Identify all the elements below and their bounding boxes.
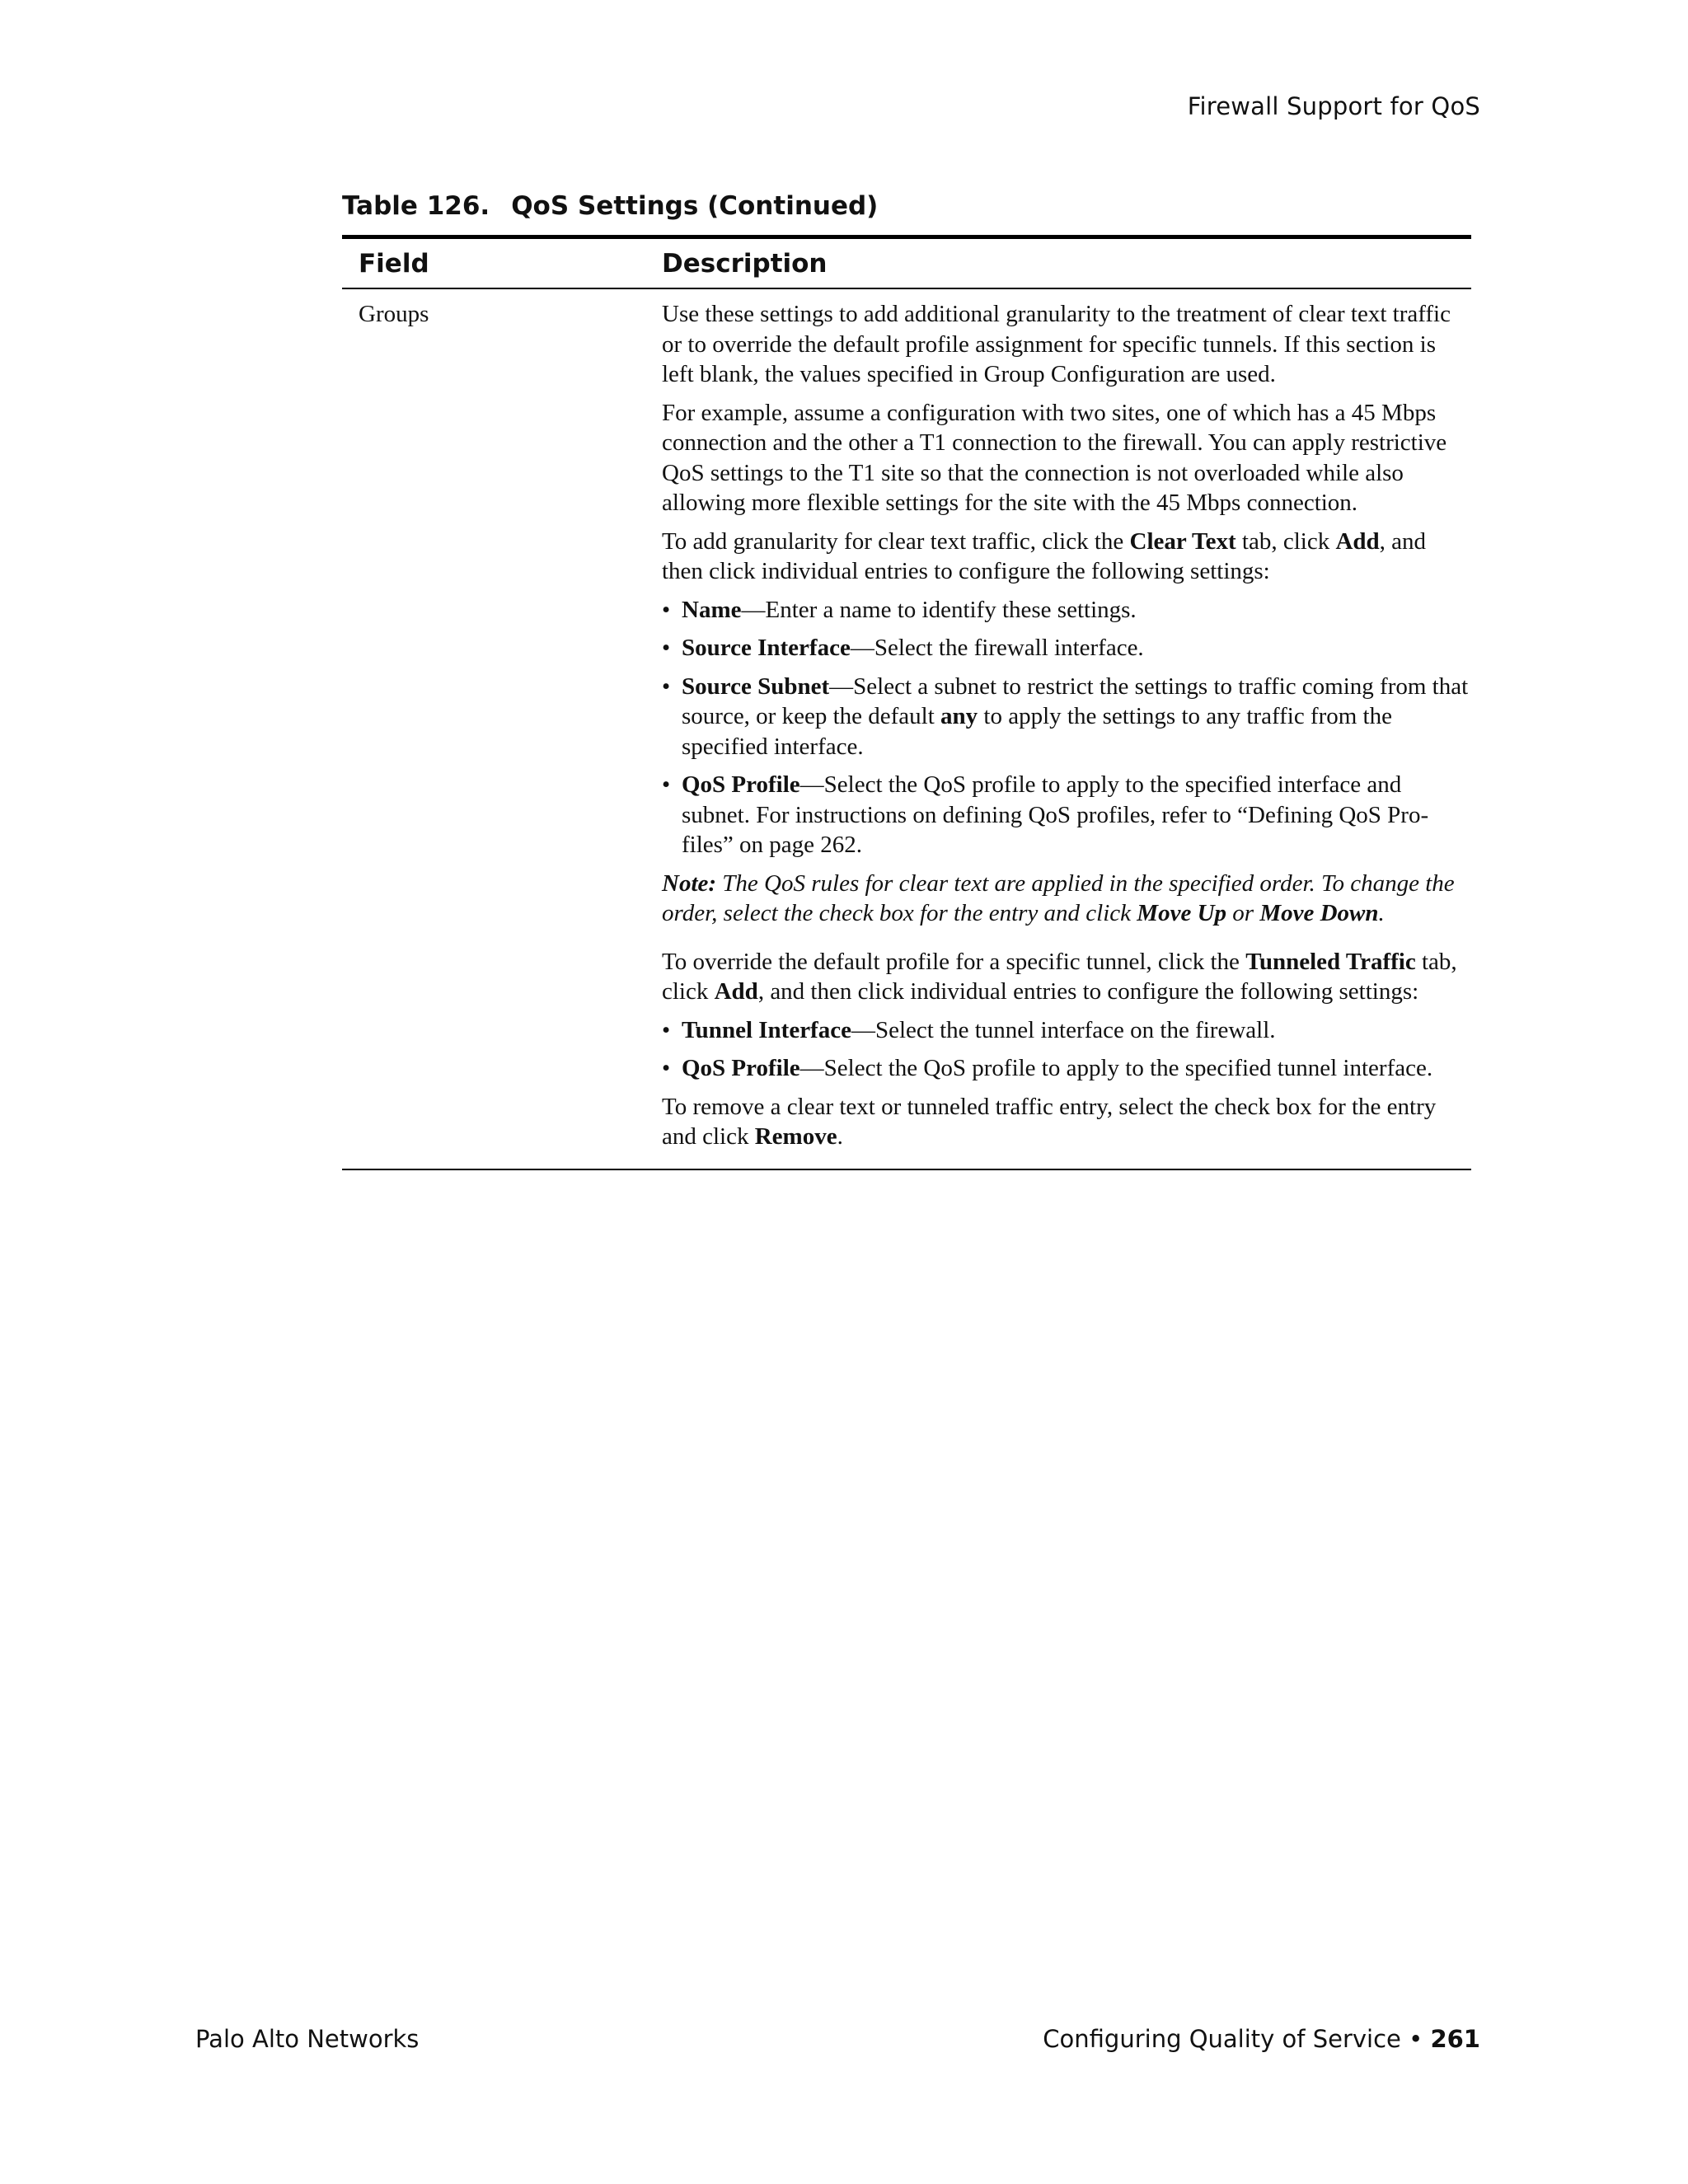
list-item: • QoS Profile—Select the QoS profile to apply to the specified interface and subnet. For instructions on defining QoS profiles, refer to “Defining QoS Pro-files” on page 262. [662, 771, 1429, 858]
description-paragraph-tunneled: To override the default profile for a specific tunnel, click the Tunneled Traffic tab, click Add, and then click individual entries to configure the following settings: [662, 948, 1457, 1005]
table-caption [342, 191, 878, 221]
column-header-field: Field [359, 249, 429, 279]
list-item: • Tunnel Interface—Select the tunnel interface on the firewall. [662, 1015, 1470, 1046]
note-paragraph: Note: The QoS rules for clear text are applied in the specified order. To change the order, select the check box for the entry and click Move Up or Move Down. [662, 869, 1455, 926]
page-number: 261 [1430, 2025, 1480, 2053]
footer-chapter: Configuring Quality of Service • 261 [1043, 2025, 1480, 2053]
ui-term-tunneled-traffic: Tunneled Traffic [1245, 948, 1416, 975]
ui-term-add: Add [714, 978, 758, 1005]
ui-term-clear-text: Clear Text [1129, 527, 1236, 555]
bullet-icon: • [662, 771, 671, 798]
table-bottom-rule [342, 1169, 1471, 1170]
settings-table [342, 235, 1471, 1170]
list-item: • Source Subnet—Select a subnet to restrict the settings to traffic coming from that source, or keep the default any to apply the settings to any traffic from the specified interface. [662, 673, 1469, 760]
note-label: Note: [662, 869, 717, 897]
ui-term-remove: Remove [754, 1123, 837, 1150]
tunneled-settings-list [662, 1015, 1470, 1084]
description-paragraph-remove: To remove a clear text or tunneled traffic entry, select the check box for the entry and click Remove. [662, 1093, 1437, 1150]
description-paragraph-clear-text: To add granularity for clear text traffic, click the Clear Text tab, click Add, and then click individual entries to configure the following settings: [662, 527, 1427, 584]
clear-text-settings-list [662, 595, 1470, 860]
bullet-icon: • [662, 1055, 671, 1081]
description-paragraph-intro: Use these settings to add additional granularity to the treatment of clear text traffic or to override the default profile assignment for specific tunnels. If this section is left blank, the values specified in Group Configuration are used. [662, 301, 1451, 387]
bullet-icon: • [662, 596, 671, 623]
table-row-groups [342, 289, 1471, 1169]
bullet-icon: • [662, 635, 671, 661]
bullet-icon: • [662, 673, 671, 700]
list-item: • Name—Enter a name to identify these settings. [662, 595, 1470, 626]
description-paragraph-example: For example, assume a configuration with two sites, one of which has a 45 Mbps connection and the other a T1 connection to the firewall. You can apply restrictive QoS settings to the T1 site so that the connection is not overloaded while also allowing more flexible settings for the site with the 45 Mbps connection. [662, 399, 1447, 516]
table-header-row [342, 239, 1471, 288]
bullet-icon: • [662, 1016, 671, 1043]
footer-company: Palo Alto Networks [195, 2025, 420, 2053]
table-title: QoS Settings (Continued) [511, 191, 879, 221]
column-header-description: Description [662, 249, 828, 279]
list-item: • Source Interface—Select the firewall interface. [662, 633, 1470, 663]
list-item: • QoS Profile—Select the QoS profile to apply to the specified tunnel interface. [662, 1053, 1470, 1084]
description-cell [662, 289, 1470, 1169]
ui-term-add: Add [1335, 527, 1380, 555]
running-header: Firewall Support for QoS [1187, 92, 1480, 120]
field-cell: Groups [359, 301, 429, 327]
table-number: Table 126. [342, 191, 490, 221]
